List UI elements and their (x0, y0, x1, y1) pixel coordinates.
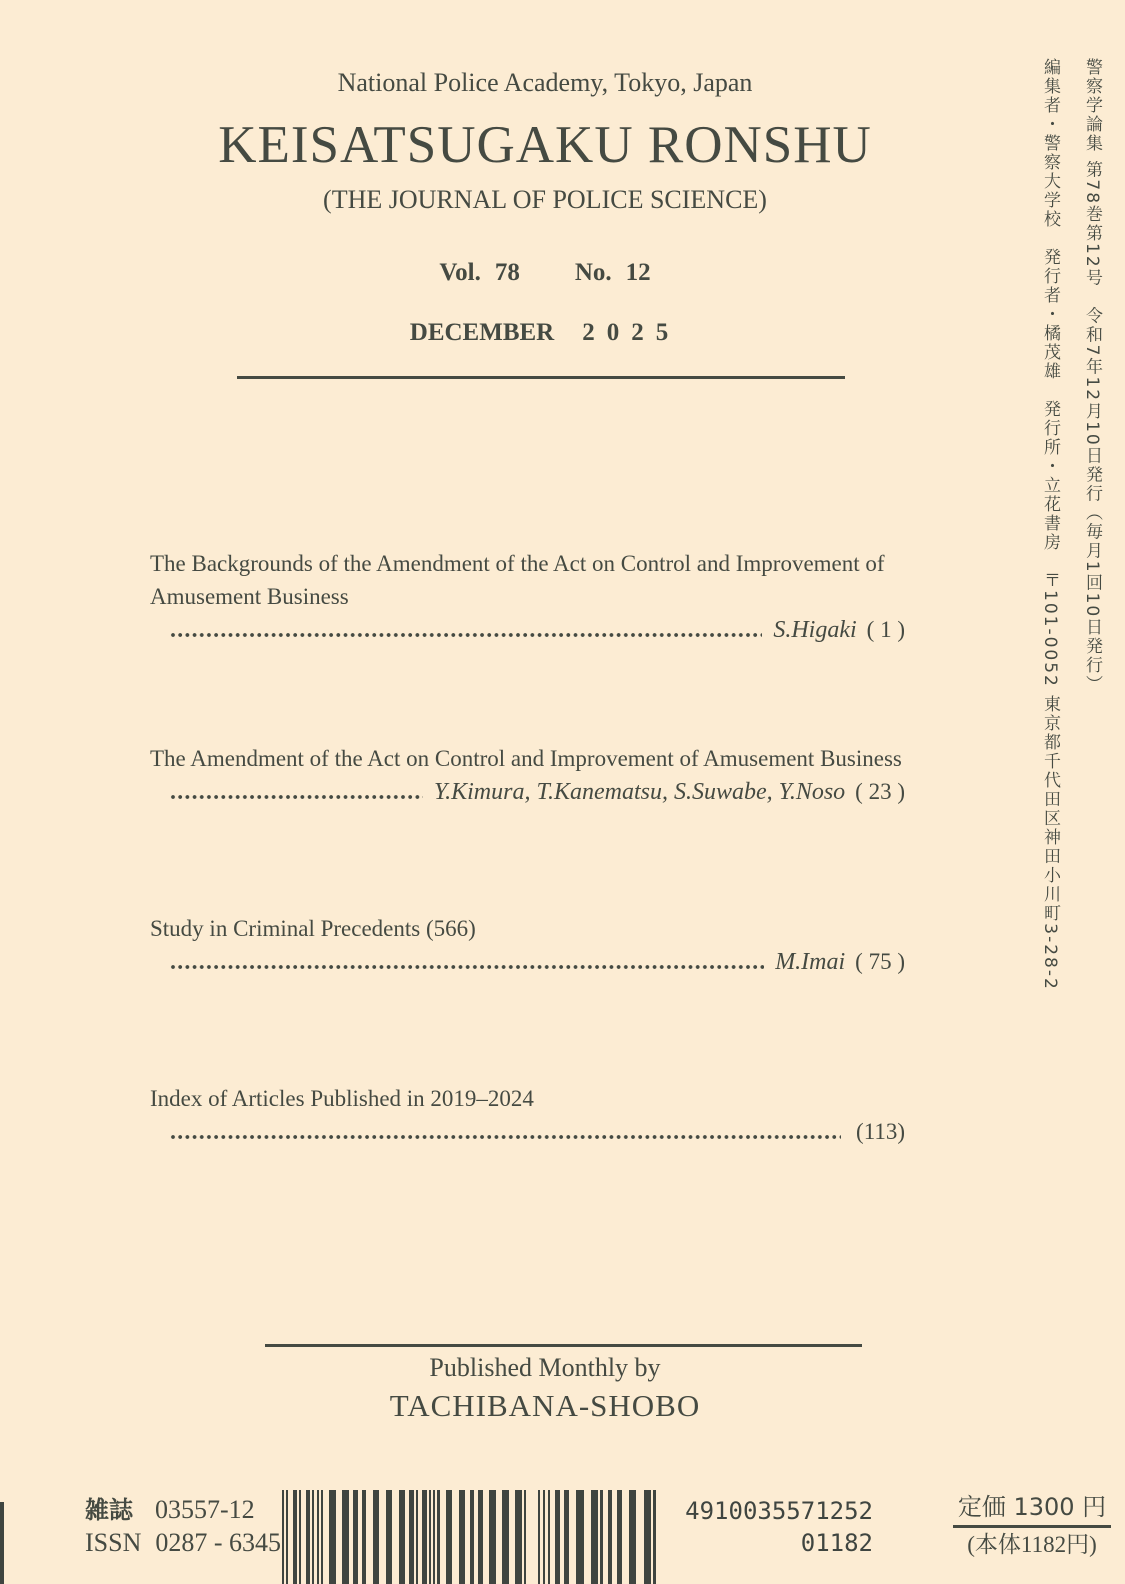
magazine-label: 雑誌 (85, 1496, 133, 1524)
journal-subtitle: (THE JOURNAL OF POLICE SCIENCE) (323, 185, 767, 214)
issn-value: 0287 - 6345 (155, 1528, 282, 1557)
magazine-code-line (85, 1495, 255, 1525)
article-page-number: ( 1 ) (866, 617, 905, 642)
ean13-barcode (282, 1490, 528, 1584)
issn-label: ISSN (85, 1528, 142, 1557)
leader-dots (170, 964, 764, 970)
volume-issue-line (95, 258, 995, 288)
article-title-line: Study in Criminal Precedents (566) (150, 916, 476, 941)
footer-divider-rule (265, 1344, 862, 1347)
toc-leader-row (150, 1115, 905, 1148)
journal-title: KEISATSUGAKU RONSHU (218, 116, 872, 174)
spine-colophon-issue-info: 警察学論集 第78巻第12号 令和7年12月10日発行（毎月1回10日発行） (1082, 58, 1102, 695)
toc-leader-row (150, 945, 905, 979)
toc-entry (150, 742, 905, 809)
publisher-name: TACHIBANA-SHOBO (389, 1388, 701, 1423)
spine-colophon-publisher-info: 編集者・警察大学校 発行者・橘茂雄 発行所・立花書房 〒101-0052 東京都千代田区神田小川町3-28-2 (1040, 58, 1060, 991)
leader-dots (170, 632, 762, 638)
toc-entry (150, 547, 905, 647)
leader-dots (170, 794, 423, 800)
no-value: 12 (625, 259, 651, 286)
barcode-addon (538, 1490, 658, 1584)
toc-leader-row (150, 775, 905, 809)
issue-year: 2025 (582, 319, 681, 346)
price-sub-line: (本体1182円) (967, 1532, 1097, 1557)
footer (95, 1352, 995, 1426)
toc-entry (150, 1082, 905, 1148)
article-page-number: ( 75 ) (855, 949, 905, 974)
article-page-number: ( 23 ) (855, 779, 905, 804)
article-page-number: (113) (856, 1119, 905, 1144)
magazine-code: 03557-12 (155, 1495, 255, 1524)
published-monthly-by: Published Monthly by (429, 1353, 661, 1382)
article-title-line: The Backgrounds of the Amendment of the Act on Control and Improvement of (150, 551, 885, 576)
article-title-line: The Amendment of the Act on Control and Improvement of Amusement Business (150, 746, 902, 771)
publisher-line: National Police Academy, Tokyo, Japan (337, 68, 753, 97)
price-line: 定価 1300 円 (953, 1492, 1111, 1528)
vol-value: 78 (494, 259, 520, 286)
vol-label: Vol. (439, 259, 481, 286)
toc-leader-row (150, 613, 905, 647)
issue-month: DECEMBER (409, 319, 555, 346)
issue-date-line (95, 318, 995, 348)
masthead (95, 68, 995, 348)
article-authors: Y.Kimura, T.Kanematsu, S.Suwabe, Y.Noso (433, 779, 846, 805)
price-box (953, 1492, 1111, 1559)
barcode-addon-number: 01182 (800, 1529, 873, 1557)
issn-line (85, 1528, 281, 1558)
article-authors: S.Higaki (773, 617, 857, 643)
toc-entry (150, 912, 905, 979)
no-label: No. (574, 259, 612, 286)
print-edge-mark (0, 1502, 4, 1584)
article-title-line: Index of Articles Published in 2019–2024 (150, 1086, 534, 1111)
barcode-number: 4910035571252 (685, 1497, 873, 1525)
leader-dots (170, 1134, 841, 1140)
article-authors: M.Imai (775, 949, 846, 975)
article-title-line: Amusement Business (150, 584, 349, 609)
masthead-divider-rule (237, 376, 845, 379)
